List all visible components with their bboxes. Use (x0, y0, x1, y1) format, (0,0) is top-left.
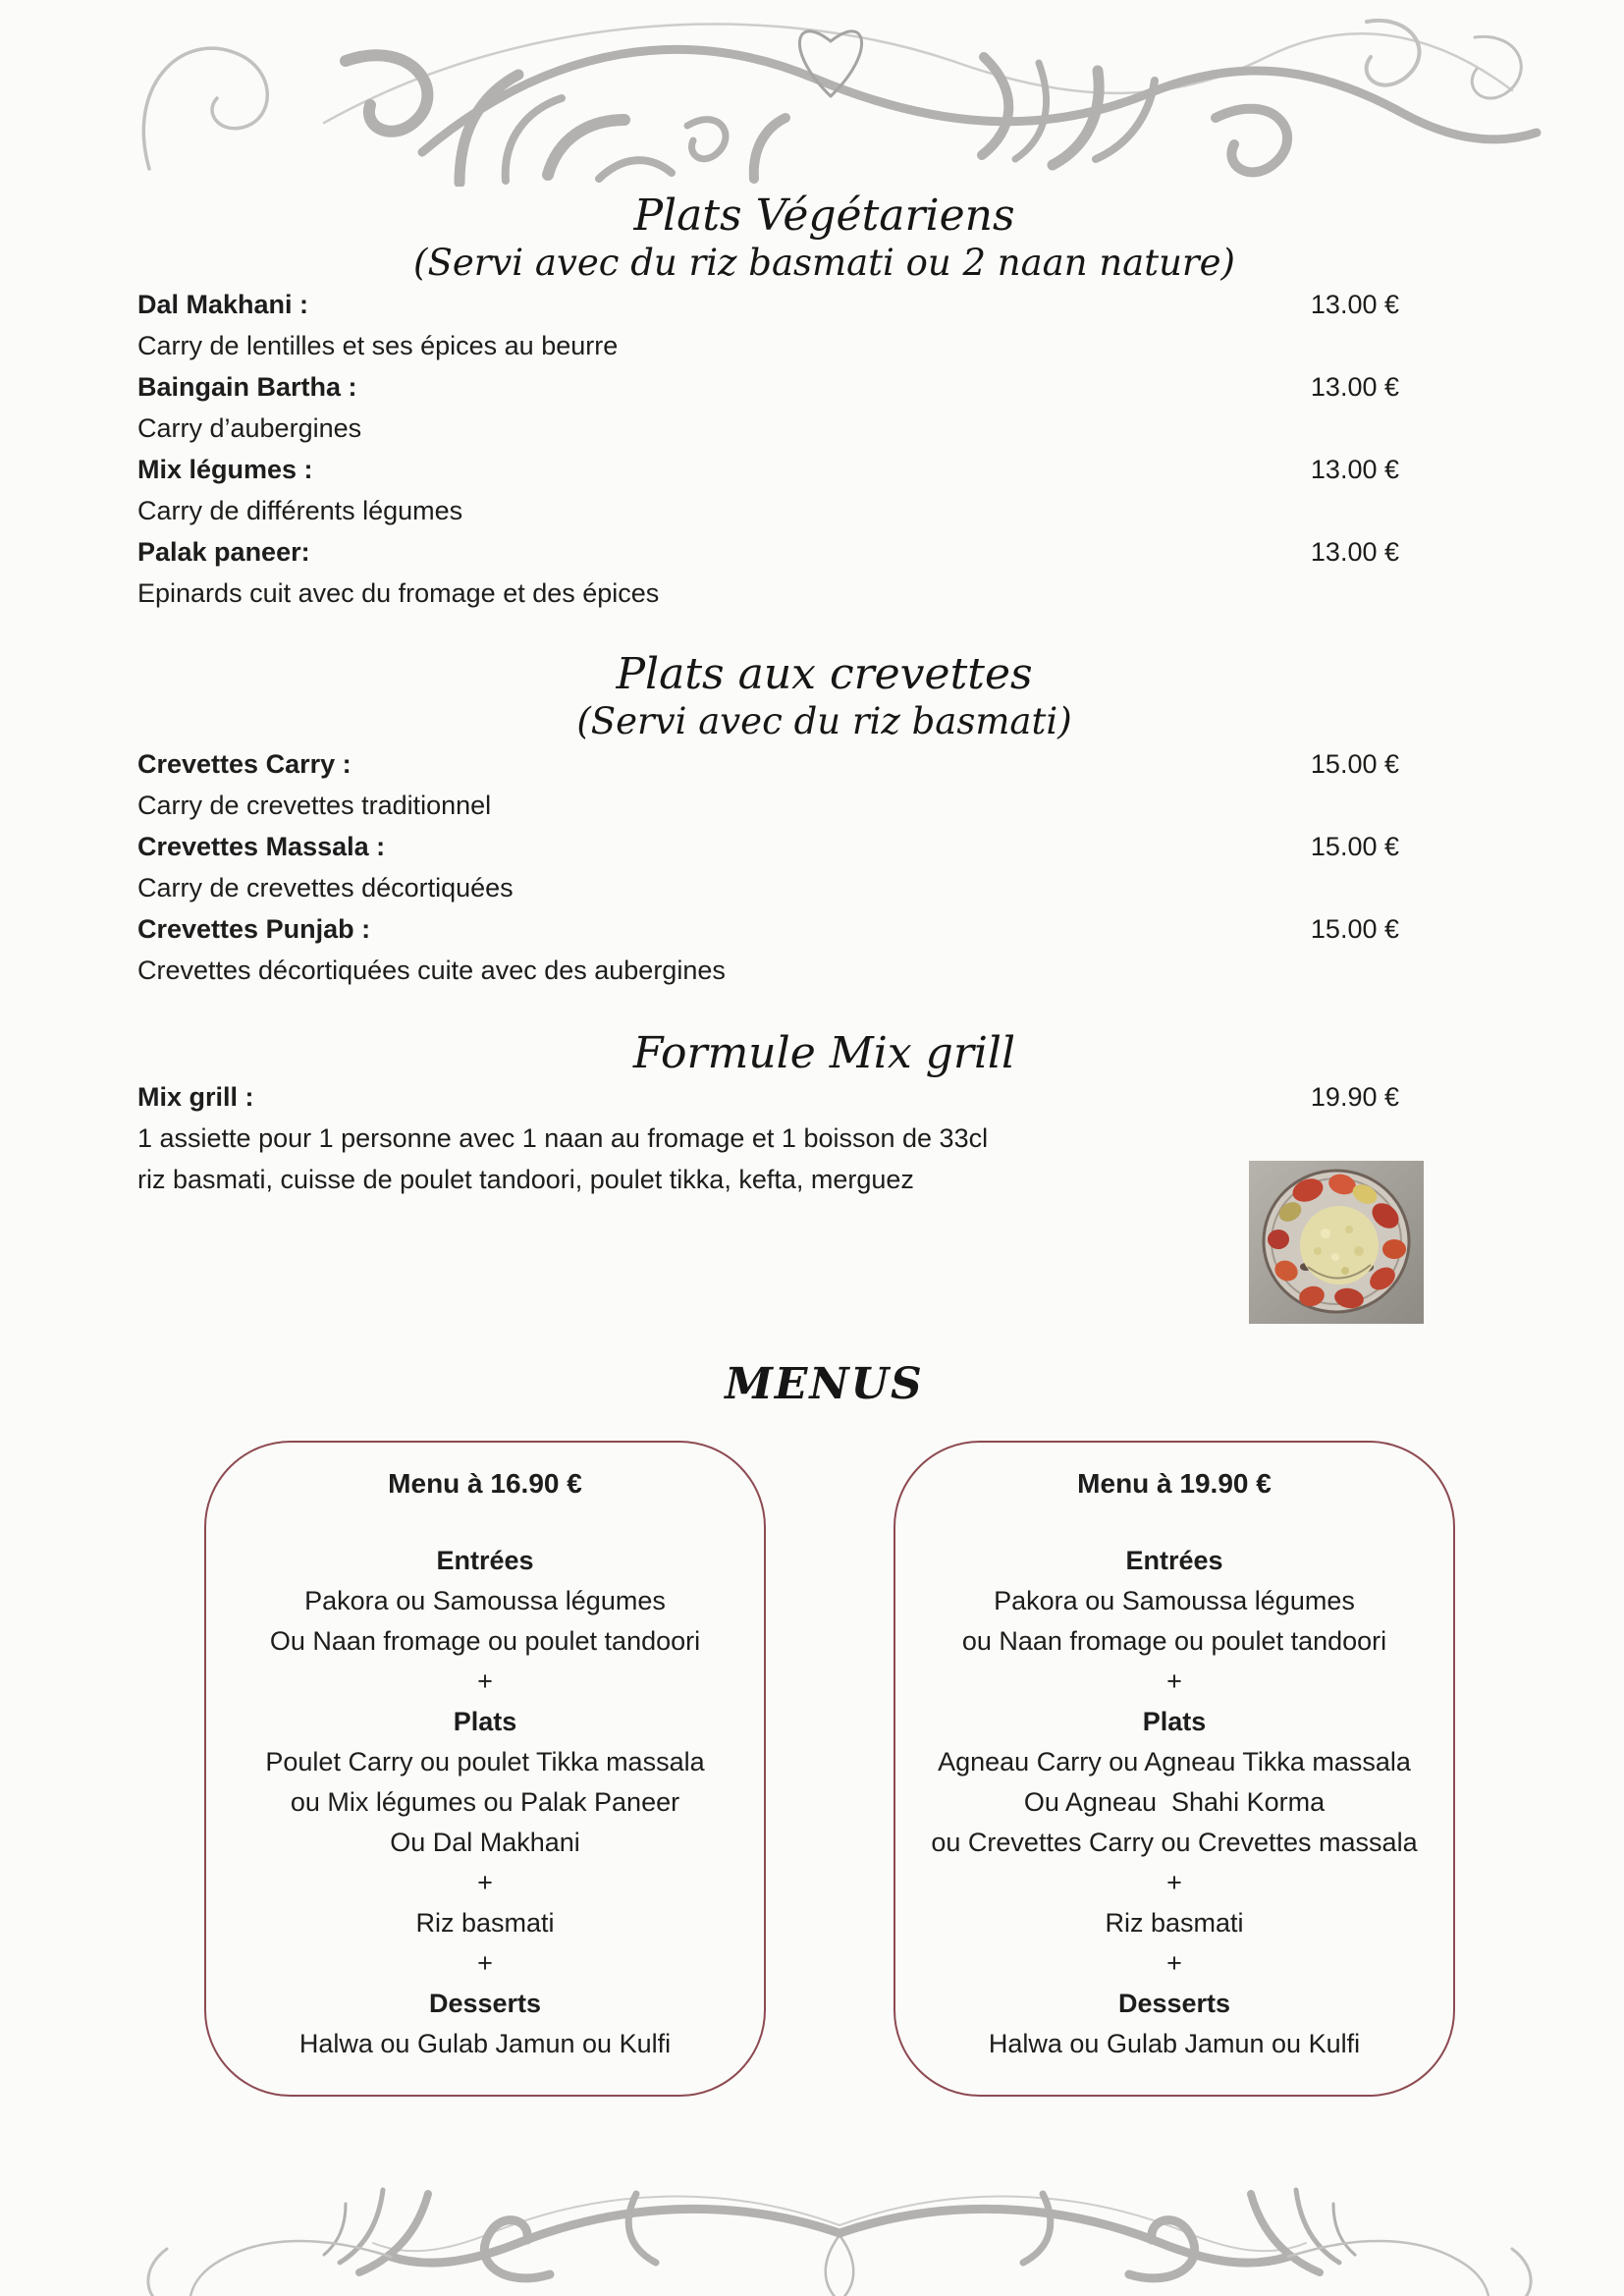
menus-heading: MENUS (725, 1359, 924, 1409)
item-price: 19.90 € (1310, 1082, 1399, 1112)
item-description: Crevettes décortiquées cuite avec des aubergines (137, 956, 726, 985)
menu-box-lines (895, 1541, 1453, 2064)
menu-line: ou Crevettes Carry ou Crevettes massala (931, 1828, 1418, 1857)
menu-line-plus: + (477, 1868, 493, 1897)
menu-item (137, 743, 1399, 826)
item-price: 13.00 € (1310, 290, 1399, 319)
item-name: Mix grill : (137, 1082, 254, 1112)
item-description: Carry de différents légumes (137, 496, 463, 525)
menu-box-16-90 (204, 1441, 766, 2097)
menu-line: Halwa ou Gulab Jamun ou Kulfi (298, 2029, 672, 2058)
menu-item (137, 908, 1399, 991)
item-description: Carry d’aubergines (137, 413, 362, 443)
item-price: 15.00 € (1310, 832, 1399, 861)
item-name: Crevettes Carry : (137, 749, 352, 779)
menu-line: Halwa ou Gulab Jamun ou Kulfi (988, 2029, 1361, 2058)
menu-box-title: Menu à 19.90 € (1077, 1468, 1272, 1499)
menu-box-lines (206, 1541, 764, 2064)
menu-line-plus: + (1166, 1948, 1182, 1978)
menu-line: Pakora ou Samoussa légumes (994, 1586, 1355, 1615)
item-description: Carry de crevettes décortiquées (137, 873, 514, 902)
item-name: Crevettes Massala : (137, 832, 386, 861)
item-price: 13.00 € (1310, 455, 1399, 484)
menu-course-heading: Desserts (428, 1989, 542, 2018)
menu-line: ou Mix légumes ou Palak Paneer (290, 1787, 680, 1817)
menu-course-heading: Plats (453, 1707, 517, 1736)
item-price: 13.00 € (1310, 537, 1399, 567)
menu-item (137, 826, 1399, 908)
menu-item (137, 366, 1399, 449)
menu-course-heading: Desserts (1117, 1989, 1231, 2018)
section-title-mix-grill: Formule Mix grill (632, 1028, 1016, 1078)
menu-line-plus: + (477, 1667, 493, 1696)
mix-grill-items-list (137, 1076, 1399, 1200)
item-description: Carry de crevettes traditionnel (137, 791, 492, 820)
menu-line-plus: + (477, 1948, 493, 1978)
item-name: Dal Makhani : (137, 290, 309, 319)
menu-line: Ou Naan fromage ou poulet tandoori (269, 1626, 701, 1656)
section-title-vegetarien: Plats Végétariens (633, 191, 1015, 241)
menu-course-heading: Entrées (1125, 1546, 1223, 1575)
menu-line: Agneau Carry ou Agneau Tikka massala (938, 1747, 1411, 1777)
menu-line-plus: + (1166, 1667, 1182, 1696)
section-title-crevettes: Plats aux crevettes (616, 649, 1033, 699)
section-subtitle-vegetarien: (Servi avec du riz basmati ou 2 naan nature) (413, 242, 1235, 284)
item-description-2: riz basmati, cuisse de poulet tandoori, poulet tikka, kefta, merguez (137, 1165, 914, 1194)
item-price: 15.00 € (1310, 749, 1399, 779)
item-name: Mix légumes : (137, 455, 313, 484)
ornamental-flourish-bottom-icon (0, 2178, 1624, 2296)
menu-course-heading: Entrées (436, 1546, 534, 1575)
menu-item (137, 284, 1399, 366)
item-name: Palak paneer: (137, 537, 310, 567)
mix-grill-plate-photo (1249, 1161, 1424, 1324)
item-price: 13.00 € (1310, 372, 1399, 402)
item-description: Epinards cuit avec du fromage et des épices (137, 578, 660, 608)
menu-line: Ou Dal Makhani (390, 1828, 580, 1857)
item-description: Carry de lentilles et ses épices au beurre (137, 331, 619, 360)
menu-line: Riz basmati (1105, 1908, 1244, 1938)
menu-line: Pakora ou Samoussa légumes (304, 1586, 666, 1615)
menu-box-19-90 (893, 1441, 1455, 2097)
vegetarian-items-list (137, 284, 1399, 614)
menu-line-plus: + (1166, 1868, 1182, 1897)
menu-item (137, 531, 1399, 614)
menu-box-title: Menu à 16.90 € (388, 1468, 582, 1499)
section-subtitle-crevettes: (Servi avec du riz basmati) (576, 700, 1072, 742)
menu-line: Riz basmati (415, 1908, 555, 1938)
item-description: 1 assiette pour 1 personne avec 1 naan au fromage et 1 boisson de 33cl (137, 1123, 989, 1153)
crevettes-items-list (137, 743, 1399, 991)
menu-item (137, 449, 1399, 531)
menu-line: Ou Agneau Shahi Korma (1023, 1787, 1326, 1817)
ornamental-flourish-top-icon (0, 0, 1624, 187)
menu-item (137, 1076, 1399, 1200)
menu-course-heading: Plats (1142, 1707, 1207, 1736)
item-name: Baingain Bartha : (137, 372, 357, 402)
item-price: 15.00 € (1310, 914, 1399, 944)
menu-line: ou Naan fromage ou poulet tandoori (961, 1626, 1387, 1656)
item-name: Crevettes Punjab : (137, 914, 371, 944)
menu-line: Poulet Carry ou poulet Tikka massala (265, 1747, 705, 1777)
